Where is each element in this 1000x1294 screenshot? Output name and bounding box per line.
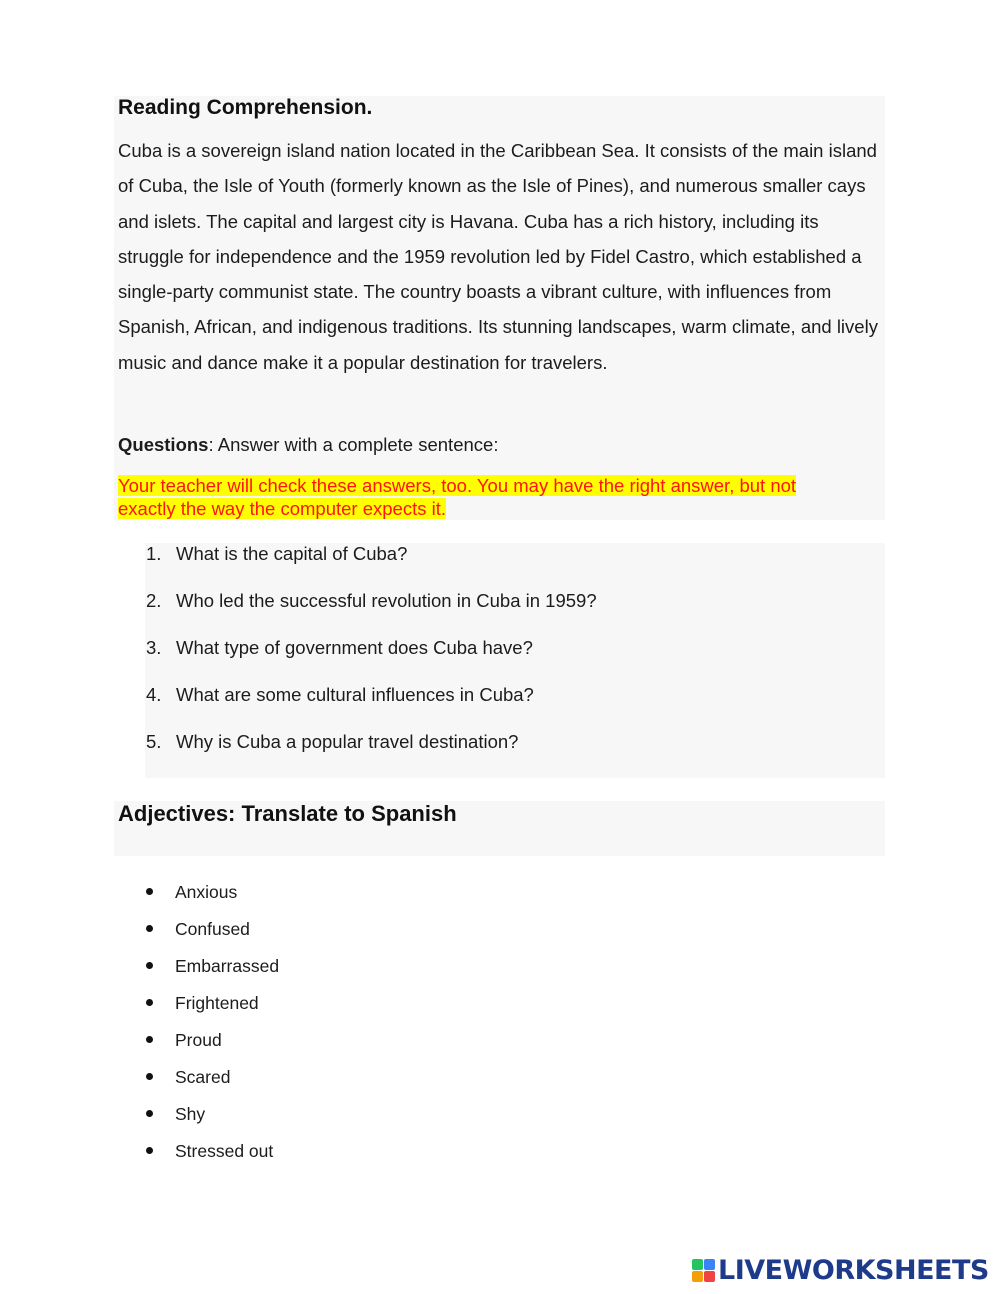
adjective-text: Proud	[175, 1030, 222, 1050]
brand-name: LIVEWORKSHEETS	[718, 1254, 989, 1286]
bullet-icon	[146, 962, 153, 969]
adjective-item	[146, 993, 259, 1014]
question-text: What are some cultural influences in Cuba?	[176, 684, 534, 705]
bullet-icon	[146, 888, 153, 895]
adjective-text: Shy	[175, 1104, 206, 1124]
adjective-text: Anxious	[175, 882, 238, 902]
adjective-item	[146, 1067, 230, 1088]
bullet-icon	[146, 1073, 153, 1080]
bullet-icon	[146, 1147, 153, 1154]
adjective-item	[146, 882, 237, 903]
adjectives-title: Adjectives: Translate to Spanish	[118, 801, 457, 826]
adjective-text: Confused	[175, 919, 250, 939]
questions-label: Questions	[118, 434, 209, 455]
question-number: 4.	[146, 684, 162, 705]
question-number: 3.	[146, 637, 162, 658]
question-text: Why is Cuba a popular travel destination?	[176, 731, 519, 752]
question-number: 5.	[146, 731, 162, 752]
question-number: 2.	[146, 590, 162, 611]
question-text: Who led the successful revolution in Cuba in 1959?	[176, 590, 597, 611]
adjective-text: Embarrassed	[175, 956, 280, 976]
adjective-item	[146, 919, 250, 940]
bullet-icon	[146, 999, 153, 1006]
question-item	[146, 590, 597, 612]
question-item	[146, 731, 518, 753]
adjective-text: Frightened	[175, 993, 259, 1013]
question-item	[146, 637, 533, 659]
adjective-item	[146, 956, 279, 977]
liveworksheets-logo-icon	[692, 1259, 715, 1282]
teacher-notice	[118, 474, 858, 520]
adjective-item	[146, 1141, 273, 1162]
question-item	[146, 684, 534, 706]
bullet-icon	[146, 1110, 153, 1117]
question-item	[146, 543, 407, 565]
question-number: 1.	[146, 543, 162, 564]
teacher-notice-text: Your teacher will check these answers, too. You may have the right answer, but not exactly the way the computer expects it.	[118, 475, 797, 519]
reading-title: Reading Comprehension.	[118, 96, 373, 119]
liveworksheets-logo	[692, 1254, 989, 1286]
questions-instruction-line	[118, 434, 498, 456]
questions-instruction: : Answer with a complete sentence:	[208, 434, 499, 455]
adjective-item	[146, 1030, 222, 1051]
bullet-icon	[146, 1036, 153, 1043]
reading-passage: Cuba is a sovereign island nation located in the Caribbean Sea. It consists of the main island of Cuba, the Isle of Youth (formerly known as the Isle of Pines), and numerous smaller cays and islets. The capital and largest city is Havana. Cuba has a rich history, including its struggle for independence and the 1959 revolution led by Fidel Castro, which established a single-party communist state. The country boasts a vibrant culture, with influences from Spanish, African, and indigenous traditions. Its stunning landscapes, warm climate, and lively music and dance make it a popular destination for travelers.	[118, 140, 878, 373]
adjective-text: Scared	[175, 1067, 231, 1087]
question-text: What is the capital of Cuba?	[176, 543, 408, 564]
adjective-text: Stressed out	[175, 1141, 274, 1161]
bullet-icon	[146, 925, 153, 932]
adjective-item	[146, 1104, 205, 1125]
question-text: What type of government does Cuba have?	[176, 637, 533, 658]
